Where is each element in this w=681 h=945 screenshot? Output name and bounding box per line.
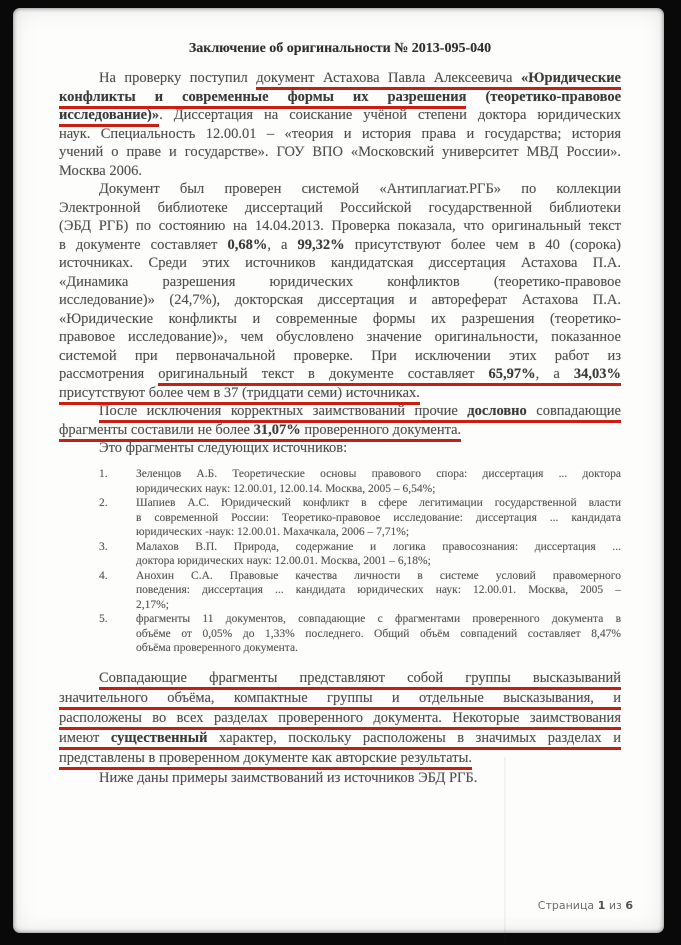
text-segment: источниках. Среди этих источников кандидатская диссертация Астахова П.А.	[59, 255, 621, 271]
text-line	[59, 402, 621, 421]
red-underlined-text: исследование)»	[59, 107, 159, 127]
text-segment: рассмотрения	[59, 366, 159, 382]
text-line	[59, 125, 621, 144]
text-segment: 0,68%	[227, 236, 268, 253]
text-segment: в документе составляет	[59, 236, 228, 253]
text-line	[59, 143, 621, 162]
red-underlined-text: «Юридические	[521, 70, 621, 90]
source-item-text	[136, 612, 621, 656]
red-underlined-text: документ Астахова Павла Алексеевича	[256, 70, 521, 90]
scan-artifact-line	[504, 757, 506, 943]
text-segment: объёме от 0,05% до 1,33% последнего. Общий объём совпадений составляет 8,47%	[136, 627, 621, 640]
text-line	[136, 583, 621, 598]
text-segment: Зеленцов А.Б. Теоретические основы правового спора: диссертация ... доктора	[136, 468, 621, 480]
source-list-item	[99, 612, 621, 656]
text-segment: «Динамика разрешения юридических конфликтов (теоретико-правовое	[59, 273, 621, 290]
red-underlined-text: фрагменты составили не более	[59, 422, 254, 442]
text-segment: поведения: диссертация ... кандидата юридических наук: 12.00.01. Москва, 2005 –	[136, 584, 621, 596]
examples-note	[59, 768, 621, 788]
check-results-paragraph	[59, 180, 621, 402]
red-underlined-text: 65,97%	[489, 366, 536, 386]
source-item-number: 1.	[99, 468, 108, 480]
source-item-text	[136, 467, 621, 496]
document-title	[59, 39, 621, 58]
text-line	[59, 106, 621, 125]
text-line	[59, 180, 621, 199]
verbatim-paragraph	[59, 402, 621, 439]
sources-intro	[59, 439, 621, 458]
text-segment: Малахов В.П. Природа, содержание и логика правосознания: диссертация ...	[136, 540, 621, 553]
text-line	[136, 598, 621, 613]
text-line	[59, 88, 621, 107]
text-line	[136, 554, 621, 569]
red-underlined-text: После исключения корректных заимствований прочие	[99, 403, 467, 423]
text-segment: Ниже даны примеры заимствований из источников ЭБД РГБ.	[99, 770, 478, 786]
text-line	[136, 612, 621, 627]
text-segment: Шапиев А.С. Юридический конфликт в сфере легитимации государственной власти	[136, 497, 621, 509]
text-segment: наук. Специальность 12.00.01 – «теория и история права и государства; история	[59, 125, 621, 142]
text-segment: правовое исследование)», чем обусловлено значение оригинальности, показанное	[59, 329, 621, 345]
source-item-text	[136, 496, 621, 540]
text-line	[59, 728, 621, 748]
text-segment: . Диссертация на соискание учёной степени доктора юридических	[159, 107, 621, 123]
text-line	[136, 540, 621, 555]
text-line	[136, 525, 621, 540]
red-underlined-text: имеют	[59, 730, 111, 750]
text-line	[59, 236, 621, 255]
text-segment: 99,32%	[297, 236, 345, 253]
text-line	[59, 668, 621, 688]
sources-list	[99, 467, 621, 656]
text-line	[59, 439, 621, 458]
source-list-item	[99, 540, 621, 569]
red-underlined-text: Совпадающие фрагменты представляют собой группы высказываний	[99, 670, 621, 690]
text-segment: (теоретико-правовое	[485, 88, 622, 105]
text-segment: Электронной библиотеке диссертаций Российской государственной библиотеки	[59, 199, 621, 216]
text-line	[59, 768, 621, 788]
text-segment: , а	[267, 236, 298, 253]
source-list-item	[99, 467, 621, 496]
intro-paragraph	[59, 69, 621, 180]
red-underlined-text: существенный	[111, 730, 208, 750]
text-segment: На проверку поступил	[99, 70, 257, 86]
text-segment: 2,17%;	[136, 598, 169, 611]
text-segment: Это фрагменты следующих источников:	[99, 440, 348, 456]
red-underlined-text: 34,03%	[574, 366, 621, 386]
text-line	[59, 273, 621, 292]
footer-page-label: Страница	[537, 899, 595, 912]
text-segment: объёма проверенного документа.	[136, 642, 298, 654]
conclusion-paragraph	[59, 668, 621, 768]
footer-total-pages: 6	[625, 899, 633, 912]
text-segment: доктора юридических наук: 12.00.01. Москва, 2001 – 6,18%;	[136, 555, 431, 567]
red-underlined-text: представлены в проверенном документе как авторские результаты.	[59, 750, 472, 770]
red-underlined-text: 31,07%	[254, 422, 301, 442]
text-line	[59, 328, 621, 347]
footer-of-label: из	[608, 899, 622, 912]
text-segment: фрагменты 11 документов, совпадающие с фрагментами проверенного документа в	[136, 613, 621, 625]
source-list-item	[99, 496, 621, 540]
footer-current-page: 1	[597, 899, 606, 912]
red-underlined-text: совпадающие	[527, 403, 621, 423]
text-line	[136, 627, 621, 642]
text-line	[59, 421, 621, 440]
red-underlined-text: характер, поскольку расположены в значимых разделах и	[207, 730, 621, 750]
text-line	[59, 217, 621, 236]
source-item-number: 2.	[99, 497, 108, 509]
text-line	[59, 688, 621, 708]
scanned-page	[13, 8, 664, 933]
text-line	[136, 482, 621, 497]
text-line	[59, 384, 621, 403]
red-underlined-text: конфликты и современные формы их разрешения	[59, 89, 466, 109]
text-line	[59, 365, 621, 384]
text-segment: юридических наук: 12.00.01, 12.00.14. Москва, 2005 – 6,54%;	[136, 482, 436, 495]
text-line	[59, 708, 621, 728]
text-segment: «Юридические конфликты и современные формы их разрешения (теоретико-	[59, 310, 621, 327]
text-segment: присутствуют более чем в 40 (сорока)	[344, 236, 622, 253]
source-item-number: 4.	[99, 569, 108, 582]
text-line	[136, 496, 621, 511]
text-segment: исследование)» (24,7%), докторская диссертация и автореферат Астахова П.А.	[59, 292, 621, 308]
source-item-text	[136, 540, 621, 569]
text-segment	[466, 89, 485, 105]
text-segment: Анохин С.А. Правовые качества личности в системе условий правомерного	[136, 569, 621, 582]
text-line	[59, 199, 621, 218]
text-segment: Москва 2006.	[59, 162, 142, 179]
red-underlined-text: значительного объёма, компактные группы и отдельные высказывания, и	[59, 690, 621, 710]
text-segment: учений о праве и государстве». ГОУ ВПО «Московский университет МВД России».	[59, 144, 621, 160]
text-segment: системой при первоначальной проверке. При исключении этих работ из	[59, 347, 621, 364]
text-line	[136, 569, 621, 584]
source-item-text	[136, 569, 621, 613]
text-line	[59, 69, 621, 88]
red-underlined-text: оригинальный текст в документе составляет	[158, 366, 488, 386]
text-line	[136, 641, 621, 656]
red-underlined-text: расположены во всех разделах проверенного документа. Некоторые заимствования	[59, 710, 621, 730]
text-segment: юридических -наук: 12.00.01. Махачкала, 2006 – 7,71%;	[136, 526, 410, 538]
text-line	[59, 347, 621, 366]
text-line	[59, 291, 621, 310]
text-segment: Документ был проверен системой «Антиплагиат.РГБ» по коллекции	[99, 181, 621, 197]
text-line	[59, 748, 621, 768]
text-line	[59, 254, 621, 273]
text-line	[59, 310, 621, 329]
red-underlined-text: , а	[536, 366, 574, 386]
document-blocks	[13, 8, 664, 933]
red-underlined-text: проверенного документа.	[301, 422, 461, 442]
text-segment: (ЭБД РГБ) по состоянию на 14.04.2013. Проверка показала, что оригинальный текст	[59, 218, 621, 234]
text-line	[59, 162, 621, 181]
text-line	[59, 39, 621, 58]
source-list-item	[99, 569, 621, 613]
text-line	[136, 467, 621, 482]
text-line	[136, 511, 621, 526]
page-footer	[538, 899, 633, 912]
text-segment: Заключение об оригинальности № 2013-095-040	[188, 41, 492, 56]
text-segment: в современной России: Теоретико-правовое исследование: диссертация ... кандидата	[136, 511, 621, 524]
source-item-number: 3.	[99, 540, 108, 553]
red-underlined-text: дословно	[467, 403, 526, 423]
red-underlined-text: присутствуют более чем в 37 (тридцати семи) источниках.	[59, 385, 420, 405]
source-item-number: 5.	[99, 613, 108, 625]
